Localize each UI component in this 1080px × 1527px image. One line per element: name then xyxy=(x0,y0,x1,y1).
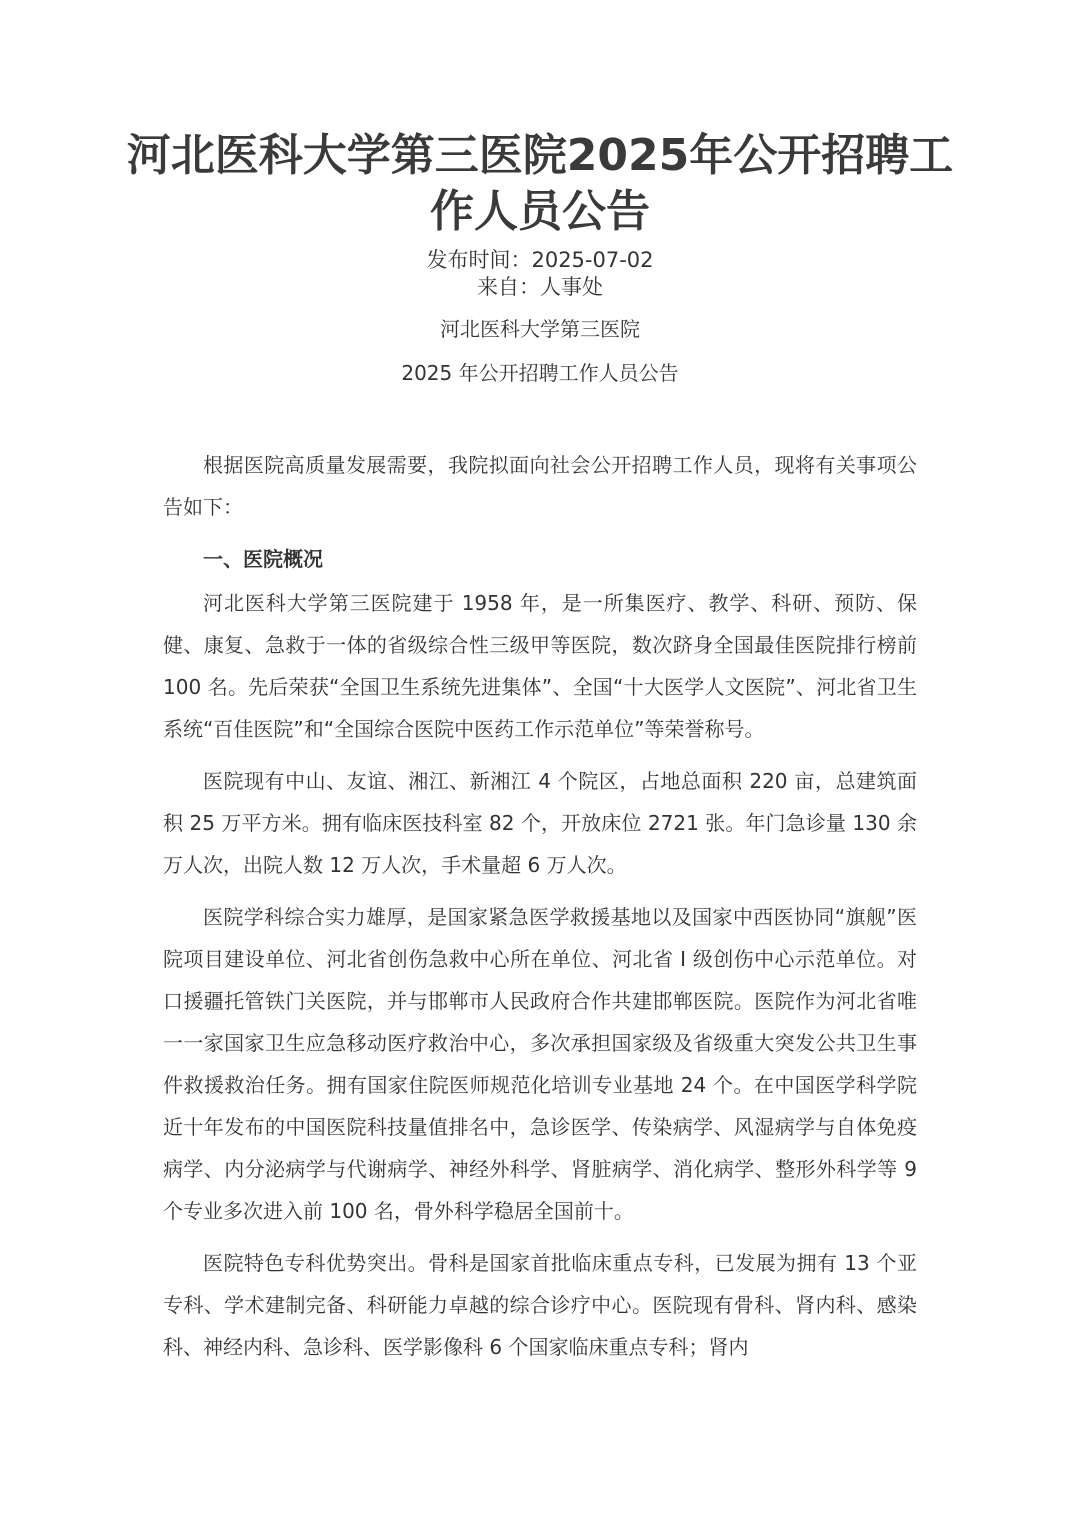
subtitle-hospital: 河北医科大学第三医院 xyxy=(440,317,640,341)
document-body xyxy=(163,444,917,1378)
subtitle-announcement: 2025 年公开招聘工作人员公告 xyxy=(401,361,679,385)
intro-paragraph: 根据医院高质量发展需要，我院拟面向社会公开招聘工作人员，现将有关事项公告如下： xyxy=(163,453,917,519)
paragraph-disciplines: 医院学科综合实力雄厚，是国家紧急医学救援基地以及国家中西医协同“旗舰”医院项目建设单位、河北省创伤急救中心所在单位、河北省 I 级创伤中心示范单位。对口援疆托管铁门关医院，并与邯郸市人民政府合作共建邯郸医院。医院作为河北省唯一一家国家卫生应急移动医疗救治中心，多次承担国家级及省级重大突发公共卫生事件救援救治任务。拥有国家住院医师规范化培训专业基地 24 个。在中国医学科学院近十年发布的中国医院科技量值排名中，急诊医学、传染病学、风湿病学与自体免疫病学、内分泌病学与代谢病学、神经外科学、肾脏病学、消化病学、整形外科学等 9 个专业多次进入前 100 名，骨外科学稳居全国前十。 xyxy=(163,905,917,1223)
publish-date: 发布时间：2025-07-02 xyxy=(426,248,654,272)
publish-source: 来自：人事处 xyxy=(477,275,603,299)
document-title: 河北医科大学第三医院2025年公开招聘工作人员公告 xyxy=(126,130,954,237)
section-heading-overview: 一、医院概况 xyxy=(203,547,323,571)
paragraph-history: 河北医科大学第三医院建于 1958 年，是一所集医疗、教学、科研、预防、保健、康复、急救于一体的省级综合性三级甲等医院，数次跻身全国最佳医院排行榜前 100 名。先后荣获“全国卫生系统先进集体”、全国“十大医学人文医院”、河北省卫生系统“百佳医院”和“全国综合医院中医药工作示范单位”等荣誉称号。 xyxy=(163,591,917,741)
paragraph-campuses: 医院现有中山、友谊、湘江、新湘江 4 个院区，占地总面积 220 亩，总建筑面积 25 万平方米。拥有临床医技科室 82 个，开放床位 2721 张。年门急诊量 130 余万人次，出院人数 12 万人次，手术量超 6 万人次。 xyxy=(163,769,917,877)
paragraph-specialties: 医院特色专科优势突出。骨科是国家首批临床重点专科，已发展为拥有 13 个亚专科、学术建制完备、科研能力卓越的综合诊疗中心。医院现有骨科、肾内科、感染科、神经内科、急诊科、医学影像科 6 个国家临床重点专科；肾内 xyxy=(163,1251,917,1359)
